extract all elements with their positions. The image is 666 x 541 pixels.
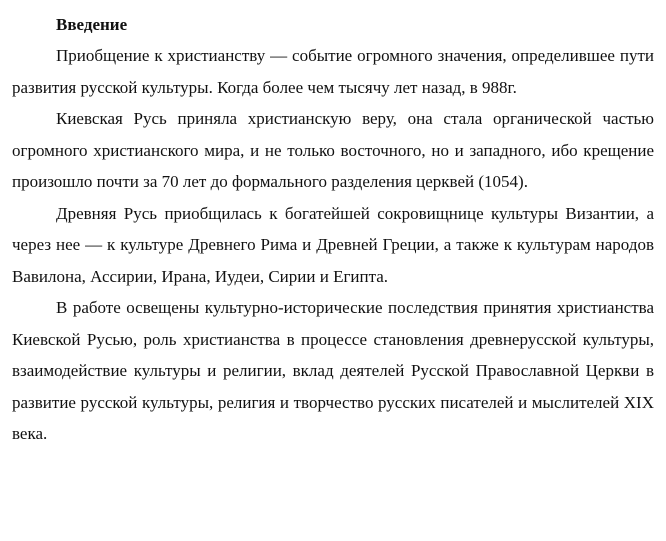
paragraph-4: В работе освещены культурно-исторические последствия принятия христианства Киевской Русью, роль христианства в процессе становления древнерусской культуры, взаимодействие культуры и религии, вклад деятелей Русской Православной Церкви в развитие русской культуры, религия и творчество русских писателей и мыслителей XIX века. <box>12 298 654 443</box>
paragraph-2: Киевская Русь приняла христианскую веру, она стала органической частью огромного христианского мира, и не только восточного, но и западного, ибо крещение произошло почти за 70 лет до формального разделения церквей (1054). <box>12 109 654 191</box>
paragraph-1: Приобщение к христианству — событие огромного значения, определившее пути развития русской культуры. Когда более чем тысячу лет назад, в 988г. <box>12 46 654 97</box>
section-heading: Введение <box>56 15 128 34</box>
paragraph-3: Древняя Русь приобщилась к богатейшей сокровищнице культуры Византии, а через нее — к культуре Древнего Рима и Древней Греции, а также к культурам народов Вавилона, Ассирии, Ирана, Иудеи, Сирии и Египта. <box>12 203 654 286</box>
